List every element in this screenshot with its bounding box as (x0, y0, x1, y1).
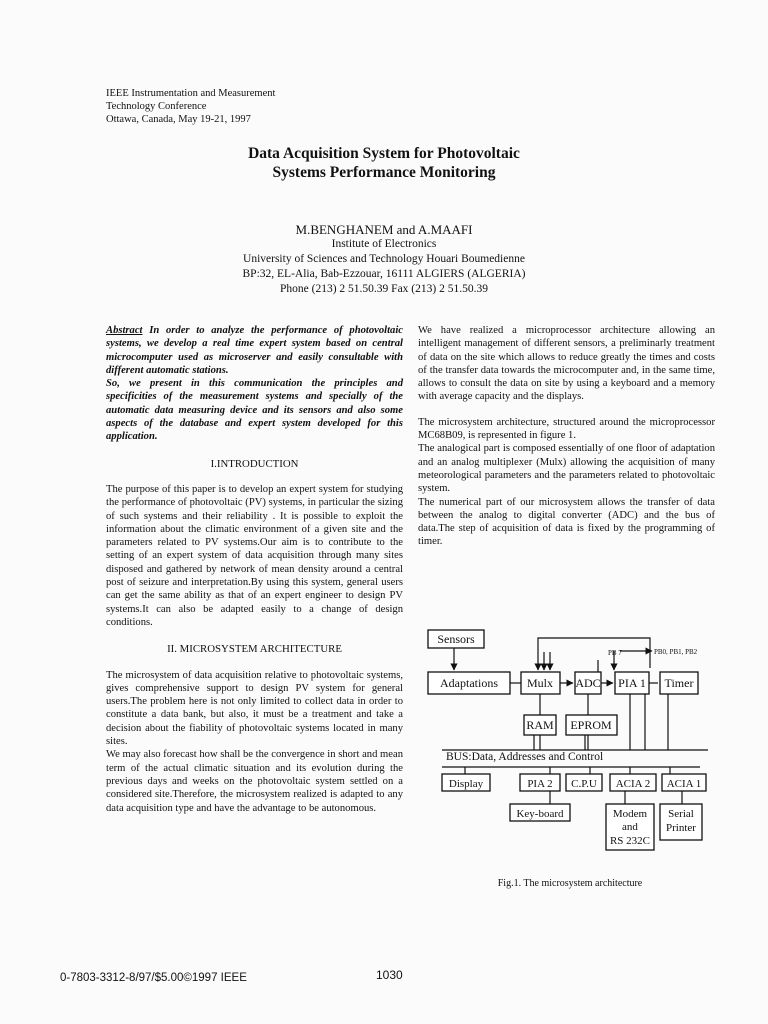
architecture-diagram (420, 622, 720, 862)
conference-line: IEEE Instrumentation and Measurement (106, 88, 276, 99)
right-column (418, 324, 715, 549)
affiliation-line: BP:32, EL-Alia, Bab-Ezzouar, 16111 ALGIERS (ALGERIA) (242, 268, 526, 280)
copyright-line: 0-7803-3312-8/97/$5.00©1997 IEEE (60, 972, 247, 984)
pia2-label: PIA 2 (527, 778, 553, 790)
serial-label-2: Printer (666, 822, 696, 834)
authors: M.BENGHANEM and A.MAAFI (295, 222, 473, 237)
right-paragraph-2: The microsystem architecture, structured around the microprocessor MC68B09, is represented in figure 1. (418, 416, 715, 442)
paper-title (0, 144, 768, 182)
affiliation-line: University of Sciences and Technology Houari Boumedienne (243, 253, 525, 265)
sensors-label: Sensors (437, 632, 475, 646)
keyboard-label: Key-board (516, 808, 564, 820)
pia1-label: PIA 1 (618, 676, 646, 690)
pb-ports-label: PB0, PB1, PB2 (654, 648, 698, 656)
abstract-label: Abstract (106, 325, 143, 336)
eprom-label: EPROM (570, 718, 612, 732)
affiliation (0, 237, 768, 297)
acia1-label: ACIA 1 (666, 778, 702, 790)
adaptations-label: Adaptations (440, 676, 498, 690)
conference-info (106, 87, 275, 126)
right-paragraph-3: The analogical part is composed essentially of one floor of adaptation and an analog multiplexer (Mulx) allowing the acquisition of many meteorological parameters and the parameters related to photovoltaic system. (418, 443, 715, 495)
abstract (106, 324, 403, 377)
modem-label-2: and (622, 821, 638, 833)
abstract-text: In order to analyze the performance of photovoltaic systems, we develop a real time expert system based on central microcomputer used as microserver and easily consultable with different automatic stations. (106, 325, 403, 376)
conference-line: Ottawa, Canada, May 19-21, 1997 (106, 114, 251, 125)
left-column (106, 324, 403, 815)
bus-label: BUS:Data, Addresses and Control (446, 751, 604, 763)
mulx-label: Mulx (526, 676, 554, 690)
ram-label: RAM (526, 718, 554, 732)
introduction-paragraph: The purpose of this paper is to develop an expert system for studying the performance of photovoltaic (PV) systems, in particular the sizing of such systems and their reliability . It is possible to exploit the information about the climatic environment of a given site and the parameters related to PV systems.Our aim is to contribute to the setting of an expert system of data acquisition through many sites disposed and gathered by network of mean density around a central post of seizure and interpretation.By using this system, general users can get the same ability as that of an expert engineer to design PV systems.It can also be adapted easily to a change of design conditions. (106, 483, 403, 628)
title-line: Systems Performance Monitoring (272, 164, 496, 181)
figure-caption: Fig.1. The microsystem architecture (497, 878, 643, 889)
diagram-boxes (428, 630, 706, 850)
architecture-figure (420, 622, 720, 862)
modem-label-1: Modem (612, 808, 648, 820)
timer-label: Timer (664, 676, 694, 690)
modem-label-3: RS 232C (609, 835, 651, 847)
title-line: Data Acquisition System for Photovoltaic (248, 145, 520, 162)
page-number: 1030 (376, 968, 403, 982)
right-paragraph-4: The numerical part of our microsystem allows the transfer of data between the analog to digital converter (ADC) and the bus of data.The step of acquisition of data is fixed by the programming of timer. (418, 496, 715, 548)
architecture-paragraph-1: The microsystem of data acquisition relative to photovoltaic systems, gives comprehensive support to design PV system for general users.The problem here is not only limited to collect data in order to constitute a data bank, but also, it must be a treatment and take a decision about the fiability of photovoltaic systems located in many sites. (106, 669, 403, 748)
affiliation-line: Phone (213) 2 51.50.39 Fax (213) 2 51.50.39 (280, 283, 488, 295)
serial-label-1: Serial (668, 808, 694, 820)
display-label: Display (448, 778, 484, 790)
conference-line: Technology Conference (106, 101, 207, 112)
acia2-label: ACIA 2 (615, 778, 651, 790)
right-paragraph-1: We have realized a microprocessor architecture allowing an intelligent management of different sensors, a preliminarly treatment of data on the site which allows to reduce greatly the times and costs of the transfer data towards the microcomputer and, in the same time, allows to consult the data on site by using a keyboard and a memory with average capacity and the displays. (418, 325, 715, 403)
section-heading-architecture: II. MICROSYSTEM ARCHITECTURE (167, 643, 342, 656)
abstract-text-2: So, we present in this communication the principles and specificities of the measurement systems and specially of the automatic data measuring device and its sensors and also some aspects of the database and expert system developed for this application. (106, 378, 403, 443)
architecture-paragraph-2: We may also forecast how shall be the convergence in short and mean term of the actual climatic situation and its evolution during the previous days and weeks on the photovoltaic system settled on a considered site.Therefore, the microsystem realized is adapted to any data acquisition type and have the advantage to be autonomous. (106, 749, 403, 814)
affiliation-line: Institute of Electronics (331, 238, 437, 250)
cpu-label: C.P.U (571, 778, 597, 790)
section-heading-introduction: I.INTRODUCTION (210, 457, 299, 470)
pb7-label: PB 7 (608, 649, 622, 657)
adc-label: ADC (575, 676, 601, 690)
